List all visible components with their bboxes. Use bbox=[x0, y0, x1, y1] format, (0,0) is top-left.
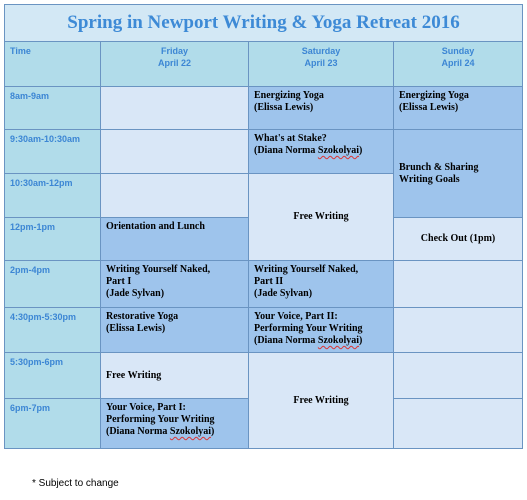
friday-empty-cell bbox=[101, 130, 249, 174]
session-instructor: (Jade Sylvan) bbox=[106, 288, 165, 299]
session-instructor: (Elissa Lewis) bbox=[399, 102, 459, 113]
session-instructor: (Diana Norma Szokolyai) bbox=[254, 335, 363, 346]
session-subtitle: Writing Goals bbox=[399, 173, 460, 185]
session-instructor: (Elissa Lewis) bbox=[106, 323, 166, 334]
session-instructor: (Elissa Lewis) bbox=[254, 102, 314, 113]
header-friday bbox=[101, 42, 249, 87]
session-part: Part II bbox=[254, 276, 284, 287]
time-slot: 4:30pm-5:30pm bbox=[5, 308, 101, 353]
sunday-empty-cell bbox=[394, 353, 523, 399]
session-instructor: (Jade Sylvan) bbox=[254, 288, 313, 299]
sunday-brunch bbox=[394, 130, 523, 218]
friday-empty-cell bbox=[101, 87, 249, 130]
saturday-free-writing-evening: Free Writing bbox=[249, 353, 394, 449]
friday-writing-naked bbox=[101, 261, 249, 308]
header-sunday bbox=[394, 42, 523, 87]
time-slot: 8am-9am bbox=[5, 87, 101, 130]
schedule-table bbox=[4, 4, 523, 449]
header-saturday-date: April 23 bbox=[304, 58, 338, 68]
time-slot: 12pm-1pm bbox=[5, 218, 101, 261]
saturday-your-voice bbox=[249, 308, 394, 353]
friday-your-voice bbox=[101, 399, 249, 449]
session-instructor: (Diana Norma Szokolyai) bbox=[106, 426, 215, 437]
saturday-energizing-yoga bbox=[249, 87, 394, 130]
saturday-writing-naked bbox=[249, 261, 394, 308]
sunday-empty-cell bbox=[394, 308, 523, 353]
sunday-checkout: Check Out (1pm) bbox=[394, 218, 523, 261]
header-friday-day: Friday bbox=[160, 46, 188, 56]
time-slot: 9:30am-10:30am bbox=[5, 130, 101, 174]
header-friday-date: April 22 bbox=[157, 58, 191, 68]
session-subtitle: Performing Your Writing bbox=[254, 323, 363, 334]
footnote: * Subject to change bbox=[32, 478, 119, 489]
friday-free-writing: Free Writing bbox=[101, 353, 249, 399]
header-time: Time bbox=[5, 42, 101, 87]
friday-empty-cell bbox=[101, 174, 249, 218]
session-title: Energizing Yoga bbox=[399, 90, 469, 101]
friday-orientation: Orientation and Lunch bbox=[101, 218, 249, 261]
time-slot: 5:30pm-6pm bbox=[5, 353, 101, 399]
time-slot: 10:30am-12pm bbox=[5, 174, 101, 218]
friday-restorative-yoga bbox=[101, 308, 249, 353]
header-sunday-day: Sunday bbox=[441, 46, 475, 56]
saturday-free-writing: Free Writing bbox=[249, 174, 394, 261]
session-title: Writing Yourself Naked, bbox=[254, 264, 359, 275]
sunday-empty-cell bbox=[394, 261, 523, 308]
session-title: What's at Stake? bbox=[254, 133, 327, 144]
page-title: Spring in Newport Writing & Yoga Retreat 2016 bbox=[5, 5, 523, 42]
sunday-energizing-yoga bbox=[394, 87, 523, 130]
session-title: Your Voice, Part I: bbox=[106, 402, 186, 413]
session-instructor: (Diana Norma Szokolyai) bbox=[254, 145, 363, 156]
session-title: Energizing Yoga bbox=[254, 90, 324, 101]
header-sunday-date: April 24 bbox=[441, 58, 475, 68]
session-title: Brunch & Sharing bbox=[399, 161, 479, 173]
session-title: Your Voice, Part II: bbox=[254, 311, 338, 322]
header-saturday bbox=[249, 42, 394, 87]
session-subtitle: Performing Your Writing bbox=[106, 414, 215, 425]
time-slot: 6pm-7pm bbox=[5, 399, 101, 449]
session-title: Writing Yourself Naked, bbox=[106, 264, 211, 275]
session-title: Restorative Yoga bbox=[106, 311, 179, 322]
time-slot: 2pm-4pm bbox=[5, 261, 101, 308]
sunday-empty-cell bbox=[394, 399, 523, 449]
session-part: Part I bbox=[106, 276, 132, 287]
header-saturday-day: Saturday bbox=[301, 46, 341, 56]
saturday-whats-at-stake bbox=[249, 130, 394, 174]
